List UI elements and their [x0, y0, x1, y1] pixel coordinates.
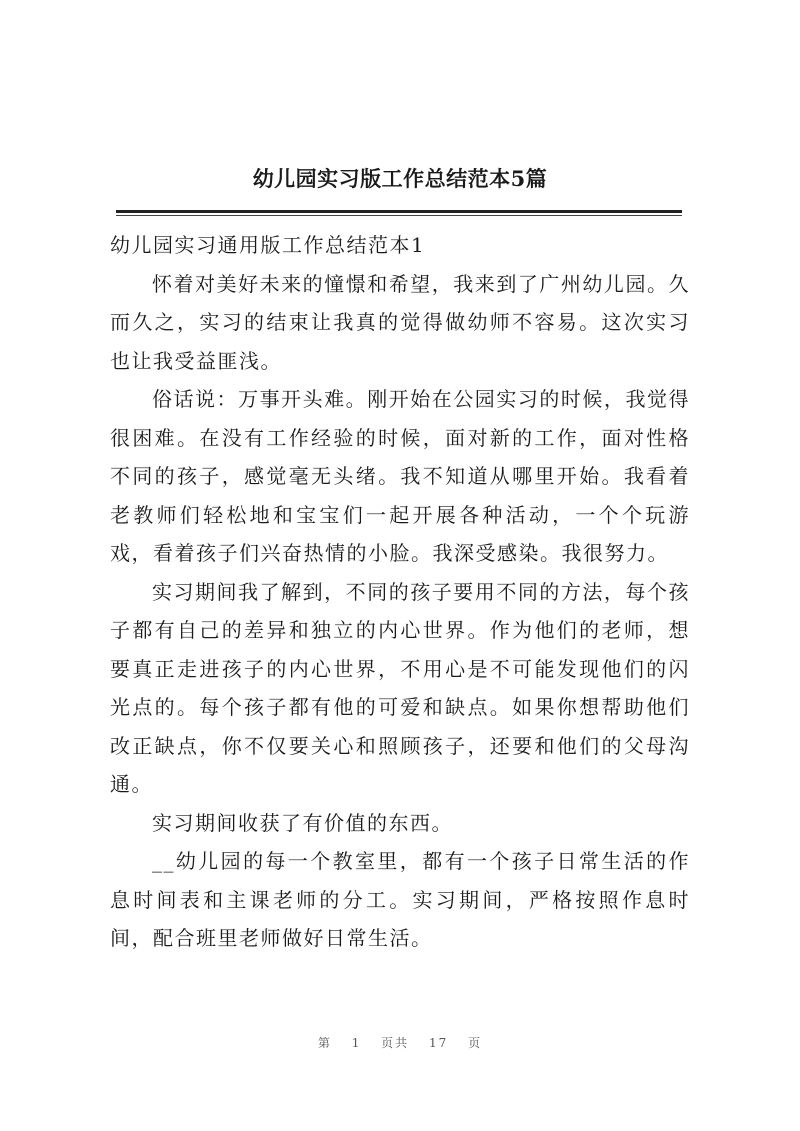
- paragraph-2: 俗话说：万事开头难。刚开始在公园实习的时候，我觉得很困难。在没有工作经验的时候，面对新的工作，面对性格不同的孩子，感觉毫无头绪。我不知道从哪里开始。我看着老教师们轻松地和宝宝们一起开展各种活动，一个个玩游戏，看着孩子们兴奋热情的小脸。我深受感染。我很努力。: [110, 387, 690, 565]
- title-divider-thin: [116, 215, 682, 216]
- footer-middle: 页共: [381, 1036, 410, 1050]
- footer-prefix: 第: [317, 1036, 332, 1050]
- paragraph-3: 实习期间我了解到，不同的孩子要用不同的方法，每个孩子都有自己的差异和独立的内心世界。作为他们的老师，想要真正走进孩子的内心世界，不用心是不可能发现他们的闪光点的。每个孩子都有他的可爱和缺点。如果你想帮助他们改正缺点，你不仅要关心和照顾孩子，还要和他们的父母沟通。: [110, 579, 690, 796]
- document-title: 幼儿园实习版工作总结范本5篇: [252, 166, 548, 191]
- footer-current-page: 1: [351, 1036, 362, 1050]
- paragraph-1: 怀着对美好未来的憧憬和希望，我来到了广州幼儿园。久而久之，实习的结束让我真的觉得做幼师不容易。这次实习也让我受益匪浅。: [110, 271, 690, 373]
- page-footer: [0, 1034, 800, 1051]
- document-body: [110, 226, 690, 958]
- footer-suffix: 页: [468, 1036, 483, 1050]
- footer-total-pages: 17: [429, 1036, 449, 1050]
- title-divider-thick: [116, 210, 682, 213]
- section-heading: 幼儿园实习通用版工作总结范本1: [110, 233, 426, 257]
- paragraph-4: 实习期间收获了有价值的东西。: [152, 810, 453, 835]
- paragraph-5: __幼儿园的每一个教室里，都有一个孩子日常生活的作息时间表和主课老师的分工。实习期间，严格按照作息时间，配合班里老师做好日常生活。: [110, 849, 690, 950]
